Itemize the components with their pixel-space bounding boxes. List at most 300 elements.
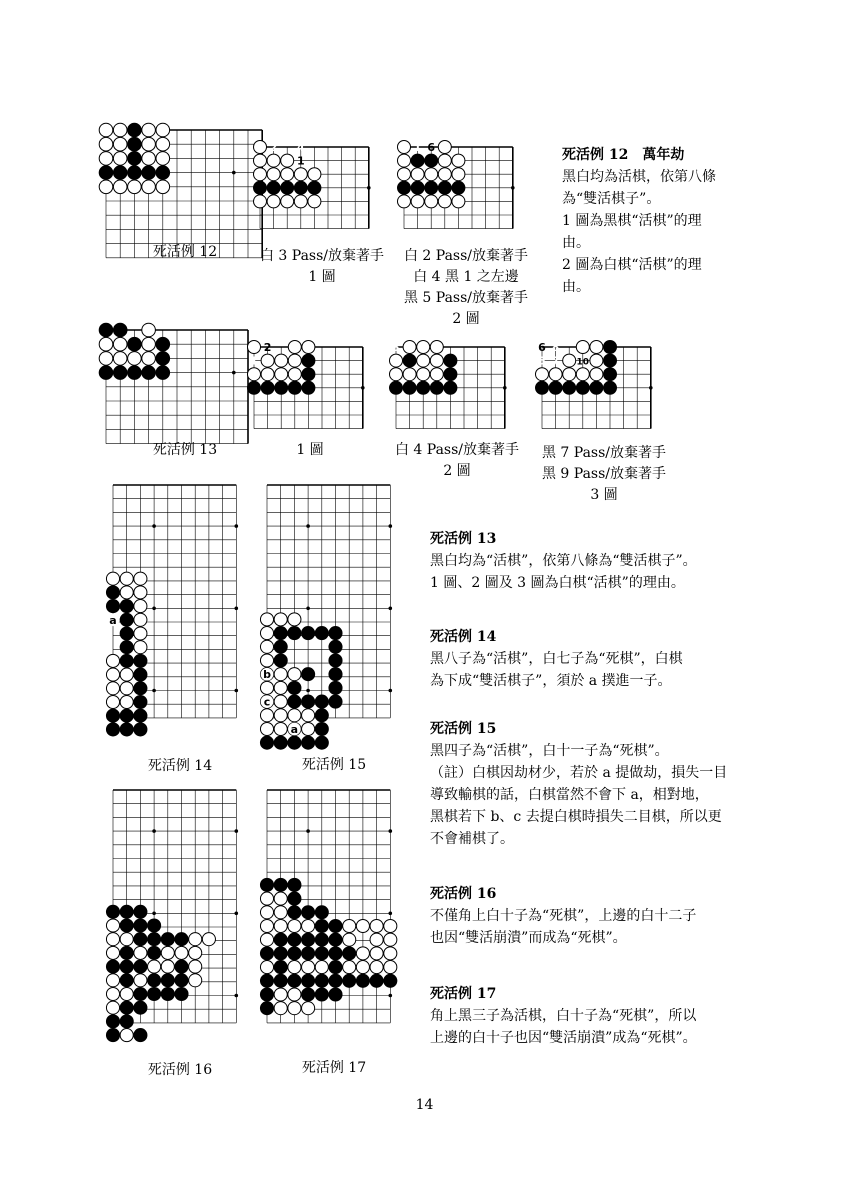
black-stone: [275, 381, 288, 394]
body-line: 不會補棋了。: [430, 831, 514, 847]
white-stone: [288, 988, 301, 1001]
white-stone: [563, 354, 576, 367]
body-line: 黑四子為“活棋”，白十一子為“死棋”。: [430, 743, 669, 759]
white-stone: [452, 154, 465, 167]
caption-d12-2: [396, 246, 536, 330]
caption-d16: [110, 1060, 250, 1081]
black-stone: [315, 709, 328, 722]
white-stone: [260, 961, 273, 974]
white-stone: [99, 337, 113, 351]
black-stone: [411, 181, 424, 194]
white-stone: [142, 337, 156, 351]
white-stone: [106, 695, 119, 708]
white-stone: [142, 137, 156, 151]
white-stone: [134, 586, 147, 599]
star-point: [235, 689, 239, 693]
body-line: （註）白棋因劫材少，若於 a 提做劫，損失一目: [430, 765, 728, 781]
white-stone: [308, 195, 321, 208]
board-d17: [254, 790, 396, 1027]
white-stone: [175, 946, 188, 959]
white-stone: [438, 168, 451, 181]
white-stone: [267, 154, 280, 167]
body-line: 1 圖為黑棋“活棋”的理: [562, 213, 702, 229]
white-stone: [113, 123, 127, 137]
black-stone: [329, 640, 342, 653]
white-stone: [302, 1002, 315, 1015]
black-stone: [128, 366, 142, 380]
body-line: 黑白均為“活棋”，依第八條為“雙活棋子”。: [430, 553, 697, 569]
black-stone: [329, 988, 342, 1001]
body-line: 2 圖為白棋“活棋”的理: [562, 257, 702, 273]
black-stone: [120, 641, 133, 654]
black-stone: [274, 933, 287, 946]
black-stone: [329, 627, 342, 640]
move-label: 1: [296, 154, 305, 168]
white-stone: [260, 709, 273, 722]
white-stone: [398, 141, 411, 154]
black-stone: [315, 722, 328, 735]
caption-d14: [110, 756, 250, 777]
black-stone: [302, 695, 315, 708]
white-stone: [590, 368, 603, 381]
white-stone: [417, 368, 430, 381]
black-stone: [267, 181, 280, 194]
black-stone: [288, 627, 301, 640]
star-point: [235, 912, 239, 916]
text-block-14: [430, 626, 830, 692]
white-stone: [452, 195, 465, 208]
star-point: [235, 524, 239, 528]
white-stone: [134, 600, 147, 613]
black-stone: [113, 323, 127, 337]
board-d13-2: [382, 333, 511, 433]
board-d16: [100, 790, 242, 1027]
white-stone: [156, 123, 170, 137]
white-stone: [106, 654, 119, 667]
white-stone: [294, 168, 307, 181]
black-stone: [329, 919, 342, 932]
white-stone: [120, 572, 133, 585]
white-stone: [288, 1002, 301, 1015]
black-stone: [148, 946, 161, 959]
board-d12-1: [246, 133, 375, 233]
black-stone: [356, 974, 369, 987]
go-board-d12-1: [246, 133, 375, 233]
white-stone: [202, 933, 215, 946]
white-stone: [134, 641, 147, 654]
black-stone: [302, 368, 315, 381]
black-stone: [134, 695, 147, 708]
body-line: 不僅角上白十子為“死棋”，上邊的白十二子: [430, 908, 697, 924]
white-stone: [274, 906, 287, 919]
black-stone: [329, 695, 342, 708]
white-stone: [302, 722, 315, 735]
caption-line: 2 圖: [452, 311, 480, 327]
black-stone: [106, 960, 119, 973]
black-stone: [590, 381, 603, 394]
caption-line: 1 圖: [308, 269, 336, 285]
star-point: [361, 386, 365, 390]
white-stone: [590, 341, 603, 354]
black-stone: [106, 1015, 119, 1028]
white-stone: [156, 137, 170, 151]
move-label: 8: [551, 341, 560, 354]
white-stone: [120, 987, 133, 1000]
caption-line: 死活例 12: [152, 244, 218, 260]
white-stone: [128, 352, 142, 366]
white-stone: [281, 168, 294, 181]
white-stone: [288, 961, 301, 974]
white-stone: [189, 960, 202, 973]
go-board-d12-0: [96, 118, 268, 262]
star-point: [389, 524, 393, 528]
white-stone: [302, 919, 315, 932]
white-stone: [384, 961, 397, 974]
caption-d13-3: [532, 443, 676, 506]
white-stone: [261, 368, 274, 381]
board-d13-1: [240, 333, 369, 433]
go-board-d13-1: [240, 333, 369, 433]
black-stone: [134, 960, 147, 973]
star-point: [511, 186, 515, 190]
black-stone: [302, 354, 315, 367]
black-stone: [106, 1029, 119, 1042]
white-stone: [106, 933, 119, 946]
black-stone: [274, 736, 287, 749]
move-label: 3: [440, 154, 449, 168]
go-board-d12-2: [390, 133, 519, 233]
star-point: [649, 386, 653, 390]
white-stone: [99, 352, 113, 366]
white-stone: [370, 933, 383, 946]
black-stone: [315, 933, 328, 946]
white-stone: [430, 354, 443, 367]
black-stone: [128, 337, 142, 351]
star-point: [235, 607, 239, 611]
white-stone: [370, 961, 383, 974]
black-stone: [106, 905, 119, 918]
black-stone: [315, 695, 328, 708]
black-stone: [142, 366, 156, 380]
caption-d12-1: [250, 246, 394, 288]
black-stone: [106, 586, 119, 599]
black-stone: [329, 974, 342, 987]
white-stone: [398, 168, 411, 181]
black-stone: [148, 987, 161, 1000]
white-stone: [288, 354, 301, 367]
white-stone: [370, 919, 383, 932]
black-stone: [99, 166, 113, 180]
black-stone: [390, 381, 403, 394]
go-board-d14: [100, 485, 242, 722]
black-stone: [343, 974, 356, 987]
black-stone: [411, 154, 424, 167]
white-stone: [274, 681, 287, 694]
board-d13-0: [96, 318, 254, 448]
black-stone: [274, 961, 287, 974]
white-stone: [308, 168, 321, 181]
white-stone: [106, 682, 119, 695]
white-stone: [267, 195, 280, 208]
black-stone: [175, 987, 188, 1000]
white-stone: [106, 668, 119, 681]
caption-line: 白 3 Pass/放棄著手: [259, 248, 385, 264]
black-stone: [444, 354, 457, 367]
white-stone: [438, 141, 451, 154]
text-block-13: [430, 528, 830, 594]
white-stone: [254, 195, 267, 208]
white-stone: [411, 168, 424, 181]
white-stone: [113, 337, 127, 351]
white-stone: [274, 919, 287, 932]
white-stone: [134, 572, 147, 585]
black-stone: [128, 152, 142, 166]
black-stone: [106, 723, 119, 736]
move-label: a: [290, 723, 299, 736]
white-stone: [343, 919, 356, 932]
black-stone: [329, 961, 342, 974]
black-stone: [156, 337, 170, 351]
white-stone: [161, 960, 174, 973]
white-stone: [120, 668, 133, 681]
board-d12-2: [390, 133, 519, 233]
go-board-d13-2: [382, 333, 511, 433]
black-stone: [274, 878, 287, 891]
go-board-d15: [254, 485, 396, 736]
black-stone: [134, 709, 147, 722]
black-stone: [254, 181, 267, 194]
white-stone: [403, 368, 416, 381]
board-d13-3: [528, 333, 657, 433]
move-label: 6: [427, 141, 436, 154]
black-stone: [134, 919, 147, 932]
black-stone: [288, 736, 301, 749]
body-line: 由。: [562, 235, 590, 251]
star-point: [306, 524, 310, 528]
black-stone: [120, 627, 133, 640]
white-stone: [134, 613, 147, 626]
body-line: 為下成“雙活棋子”，須於 a 撲進一子。: [430, 673, 672, 689]
white-stone: [254, 154, 267, 167]
white-stone: [120, 586, 133, 599]
black-stone: [161, 987, 174, 1000]
black-stone: [302, 736, 315, 749]
white-stone: [390, 368, 403, 381]
white-stone: [248, 341, 261, 354]
black-stone: [274, 654, 287, 667]
black-stone: [370, 974, 383, 987]
white-stone: [142, 180, 156, 194]
black-stone: [260, 878, 273, 891]
white-stone: [302, 961, 315, 974]
text-block-16: [430, 883, 830, 949]
caption-line: 白 4 Pass/放棄著手: [394, 442, 520, 458]
black-stone: [288, 906, 301, 919]
white-stone: [274, 613, 287, 626]
white-stone: [438, 195, 451, 208]
white-stone: [254, 168, 267, 181]
black-stone: [175, 960, 188, 973]
black-stone: [604, 381, 617, 394]
black-stone: [260, 1002, 273, 1015]
move-label: 7: [551, 354, 560, 368]
black-stone: [288, 892, 301, 905]
caption-line: 黑 5 Pass/放棄著手: [403, 290, 529, 306]
black-stone: [308, 181, 321, 194]
black-stone: [260, 974, 273, 987]
black-stone: [120, 600, 133, 613]
star-point: [389, 994, 393, 998]
black-stone: [452, 181, 465, 194]
star-point: [235, 994, 239, 998]
white-stone: [248, 368, 261, 381]
black-stone: [274, 947, 287, 960]
black-stone: [120, 946, 133, 959]
caption-d13-0: [110, 440, 260, 461]
black-stone: [134, 987, 147, 1000]
white-stone: [260, 627, 273, 640]
text-block-17: [430, 983, 830, 1049]
black-stone: [120, 919, 133, 932]
white-stone: [99, 123, 113, 137]
black-stone: [128, 137, 142, 151]
white-stone: [294, 195, 307, 208]
white-stone: [384, 919, 397, 932]
black-stone: [113, 166, 127, 180]
white-stone: [99, 137, 113, 151]
white-stone: [99, 152, 113, 166]
caption-line: 黑 7 Pass/放棄著手: [541, 445, 667, 461]
black-stone: [106, 600, 119, 613]
white-stone: [113, 352, 127, 366]
black-stone: [563, 381, 576, 394]
white-stone: [142, 152, 156, 166]
black-stone: [134, 654, 147, 667]
body-line: 由。: [562, 279, 590, 295]
white-stone: [260, 906, 273, 919]
white-stone: [134, 627, 147, 640]
caption-line: 1 圖: [296, 442, 324, 458]
black-stone: [329, 933, 342, 946]
black-stone: [120, 613, 133, 626]
star-point: [152, 607, 156, 611]
black-stone: [274, 640, 287, 653]
section-title: 死活例 13: [430, 531, 497, 547]
white-stone: [356, 961, 369, 974]
star-point: [152, 829, 156, 833]
caption-line: 黑 9 Pass/放棄著手: [541, 466, 667, 482]
white-stone: [417, 341, 430, 354]
black-stone: [288, 947, 301, 960]
black-stone: [120, 1015, 133, 1028]
white-stone: [536, 368, 549, 381]
black-stone: [315, 947, 328, 960]
black-stone: [315, 988, 328, 1001]
star-point: [306, 607, 310, 611]
move-label: 2: [263, 341, 272, 354]
black-stone: [430, 381, 443, 394]
black-stone: [260, 988, 273, 1001]
white-stone: [120, 933, 133, 946]
black-stone: [302, 381, 315, 394]
star-point: [389, 912, 393, 916]
white-stone: [398, 195, 411, 208]
body-line: 1 圖、2 圖及 3 圖為白棋“活棋”的理由。: [430, 575, 685, 591]
caption-line: 白 4 黑 1 之左邊: [413, 269, 519, 285]
black-stone: [417, 381, 430, 394]
black-stone: [260, 947, 273, 960]
caption-line: 2 圖: [443, 463, 471, 479]
white-stone: [274, 892, 287, 905]
white-stone: [384, 947, 397, 960]
caption-d17: [264, 1058, 404, 1079]
black-stone: [302, 933, 315, 946]
go-board-d13-0: [96, 318, 254, 448]
body-line: 角上黑三子為活棋，白十子為“死棋”，所以: [430, 1008, 697, 1024]
go-board-d13-3: [528, 333, 657, 433]
white-stone: [161, 946, 174, 959]
white-stone: [425, 195, 438, 208]
white-stone: [288, 919, 301, 932]
black-stone: [134, 668, 147, 681]
move-label: 3: [392, 341, 400, 354]
white-stone: [260, 640, 273, 653]
star-point: [367, 186, 371, 190]
white-stone: [343, 933, 356, 946]
white-stone: [254, 141, 267, 154]
black-stone: [438, 181, 451, 194]
black-stone: [288, 695, 301, 708]
white-stone: [120, 682, 133, 695]
black-stone: [444, 381, 457, 394]
black-stone: [604, 368, 617, 381]
black-stone: [536, 381, 549, 394]
black-stone: [329, 668, 342, 681]
black-stone: [274, 974, 287, 987]
move-label: 6: [538, 341, 546, 354]
white-stone: [142, 323, 156, 337]
go-board-d16: [100, 790, 242, 1027]
white-stone: [417, 354, 430, 367]
black-stone: [315, 919, 328, 932]
white-stone: [390, 354, 403, 367]
black-stone: [302, 988, 315, 1001]
black-stone: [120, 709, 133, 722]
white-stone: [189, 946, 202, 959]
black-stone: [161, 933, 174, 946]
black-stone: [120, 1001, 133, 1014]
section-title: 死活例 16: [430, 886, 497, 902]
black-stone: [156, 366, 170, 380]
section-title: 死活例 14: [430, 629, 497, 645]
black-stone: [384, 974, 397, 987]
star-point: [389, 689, 393, 693]
move-label: c: [263, 695, 271, 709]
white-stone: [576, 368, 589, 381]
black-stone: [99, 366, 113, 380]
white-stone: [148, 960, 161, 973]
white-stone: [288, 613, 301, 626]
black-stone: [134, 905, 147, 918]
white-stone: [106, 572, 119, 585]
black-stone: [315, 974, 328, 987]
white-stone: [120, 695, 133, 708]
caption-d13-2: [386, 440, 528, 482]
move-label: 10: [576, 357, 590, 368]
white-stone: [113, 180, 127, 194]
black-stone: [288, 381, 301, 394]
move-label: 4: [296, 141, 305, 154]
